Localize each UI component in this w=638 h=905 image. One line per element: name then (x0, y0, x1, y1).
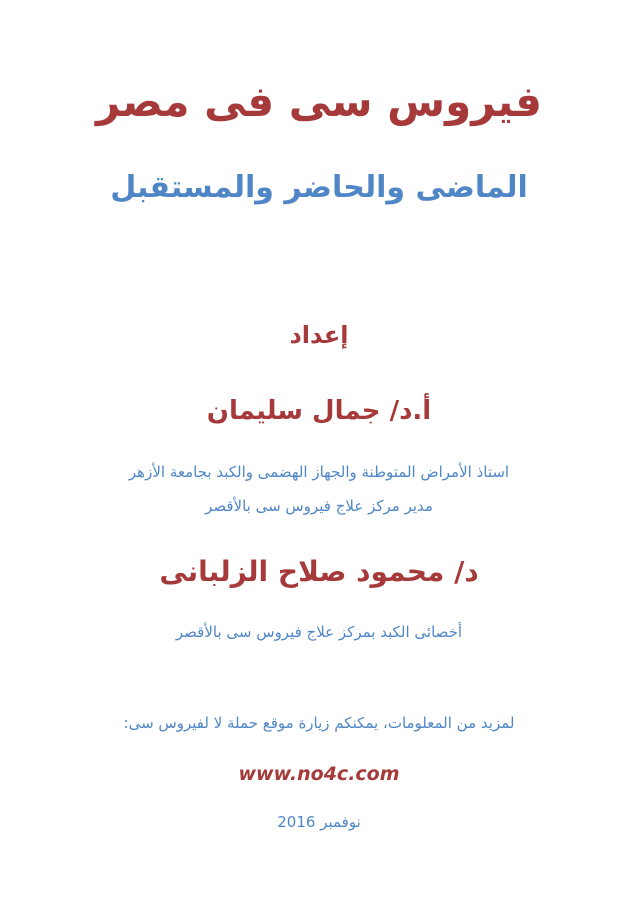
author1-title-line1: استاذ الأمراض المتوطنة والجهاز الهضمى والكبد بجامعة الأزهر (128, 463, 510, 481)
author1-title-line2: مدير مركز علاج فيروس سى بالأقصر (205, 497, 433, 515)
prepared-by-label: إعداد (289, 321, 349, 349)
publication-date: نوفمبر 2016 (277, 813, 361, 831)
website-link[interactable]: www.no4c.com (238, 763, 400, 785)
more-info-text: لمزيد من المعلومات، يمكنكم زيارة موقع حملة لا لفيروس سى: (123, 714, 515, 732)
document-title: فيروس سى فى مصر (95, 77, 542, 126)
author2-name: د/ محمود صلاح الزلبانى (159, 555, 479, 588)
document-subtitle: الماضى والحاضر والمستقبل (110, 170, 528, 205)
author2-title-line1: أخصائى الكبد بمركز علاج فيروس سى بالأقصر (175, 623, 463, 641)
author1-name: أ.د/ جمال سليمان (206, 396, 432, 426)
